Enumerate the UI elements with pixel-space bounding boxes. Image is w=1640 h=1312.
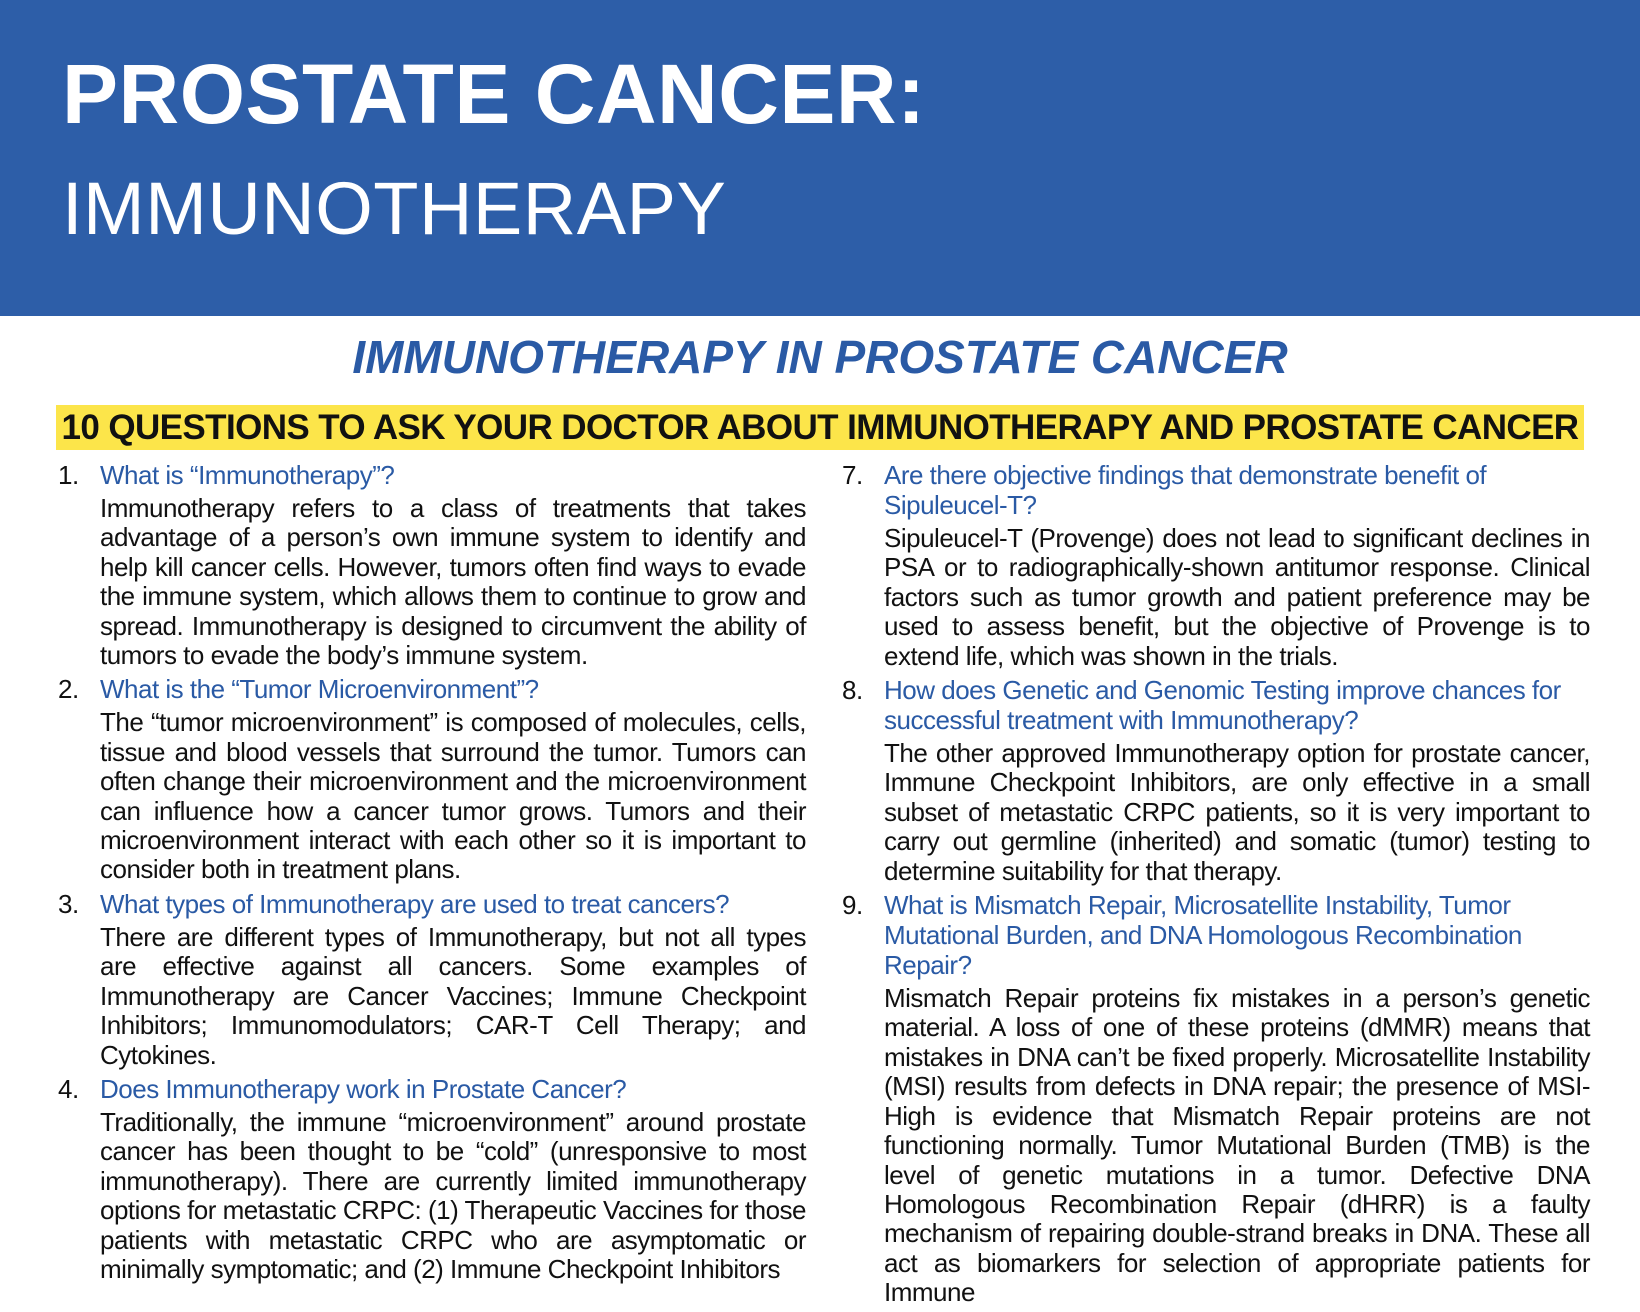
question-text: What is the “Tumor Microenvironment”? [100, 674, 539, 705]
question-heading [58, 460, 806, 490]
question-item [58, 460, 806, 670]
question-number: 4. [58, 1073, 79, 1104]
answer-text: Traditionally, the immune “microenvironment” around prostate cancer has been thought to be “cold” (unresponsive to most immunotherapy). There are currently limited immunotherapy options for metastatic CRPC: (1) Therapeutic Vaccines for those patients with metastatic CRPC who are asymptomatic or minimally symptomatic; and (2) Immune Checkpoint Inhibitors [100, 1106, 806, 1284]
question-heading [58, 1074, 806, 1104]
question-item [842, 675, 1590, 886]
question-text: What is “Immunotherapy”? [100, 460, 395, 490]
question-item [842, 890, 1590, 1307]
question-text: How does Genetic and Genomic Testing improve chances for successful treatment with Immunotherapy? [884, 675, 1561, 736]
page-title: PROSTATE CANCER: [62, 47, 926, 141]
answer-text: The “tumor microenvironment” is composed of molecules, cells, tissue and blood vessels that surround the tumor. Tumors can often change their microenvironment and the microenvironment can influence how a cancer tumor grows. Tumors and their microenvironment interact with each other so it is important to consider both in treatment plans. [100, 707, 806, 885]
question-number: 8. [842, 675, 863, 706]
question-text: Are there objective findings that demonstrate benefit of Sipuleucel-T? [884, 460, 1487, 520]
question-heading [58, 889, 806, 919]
question-heading [842, 460, 1590, 520]
question-item [58, 674, 806, 884]
question-text: Does Immunotherapy work in Prostate Cancer? [100, 1073, 627, 1104]
question-item [842, 460, 1590, 671]
answer-text: Sipuleucel-T (Provenge) does not lead to significant declines in PSA or to radiographically-shown antitumor response. Clinical factors such as tumor growth and patient preference may be used to assess benefit, but the objective of Provenge is to extend life, which was shown in the trials. [884, 523, 1590, 671]
question-heading [842, 890, 1590, 980]
question-item [58, 889, 806, 1070]
highlight-heading: 10 QUESTIONS TO ASK YOUR DOCTOR ABOUT IMMUNOTHERAPY AND PROSTATE CANCER [56, 405, 1585, 450]
question-heading [58, 674, 806, 704]
question-number: 1. [58, 460, 79, 490]
question-number: 7. [842, 460, 863, 490]
question-text: What is Mismatch Repair, Microsatellite Instability, Tumor Mutational Burden, and DNA Homologous Recombination Repair? [884, 890, 1522, 981]
section-title: IMMUNOTHERAPY IN PROSTATE CANCER [352, 331, 1288, 383]
answer-text: Mismatch Repair proteins fix mistakes in a person’s genetic material. A loss of one of these proteins (dMMR) means that mistakes in DNA can’t be fixed properly. Microsatellite Instability (MSI) results from defects in DNA repair; the presence of MSI-High is evidence that Mismatch Repair proteins are not functioning normally. Tumor Mutational Burden (TMB) is the level of genetic mutations in a tumor. Defective DNA Homologous Recombination Repair (dHRR) is a faulty mechanism of repairing double-strand breaks in DNA. These all act as biomarkers for selection of appropriate patients for Immune [884, 983, 1590, 1308]
answer-text: Immunotherapy refers to a class of treatments that takes advantage of a person’s own immune system to identify and help kill cancer cells. However, tumors often find ways to evade the immune system, which allows them to continue to grow and spread. Immunotherapy is designed to circumvent the ability of tumors to evade the body’s immune system. [100, 493, 806, 671]
left-column [58, 460, 806, 1288]
question-text: What types of Immunotherapy are used to treat cancers? [100, 888, 730, 919]
title-banner [0, 0, 1640, 316]
question-heading [842, 675, 1590, 735]
answer-text: There are different types of Immunotherapy, but not all types are effective against all cancers. Some examples of Immunotherapy are Cancer Vaccines; Immune Checkpoint Inhibitors; Immunomodulators; CAR-T Cell Therapy; and Cytokines. [100, 921, 806, 1070]
page-subtitle: IMMUNOTHERAPY [62, 167, 727, 250]
question-number: 9. [842, 890, 863, 921]
answer-text: The other approved Immunotherapy option for prostate cancer, Immune Checkpoint Inhibitors, are only effective in a small subset of metastatic CRPC patients, so it is very important to carry out germline (inherited) and somatic (tumor) testing to determine suitability for that therapy. [884, 738, 1590, 886]
question-number: 3. [58, 888, 79, 919]
highlight-heading-wrap [0, 405, 1640, 450]
question-number: 2. [58, 674, 79, 705]
question-item [58, 1074, 806, 1284]
right-column [842, 460, 1590, 1312]
